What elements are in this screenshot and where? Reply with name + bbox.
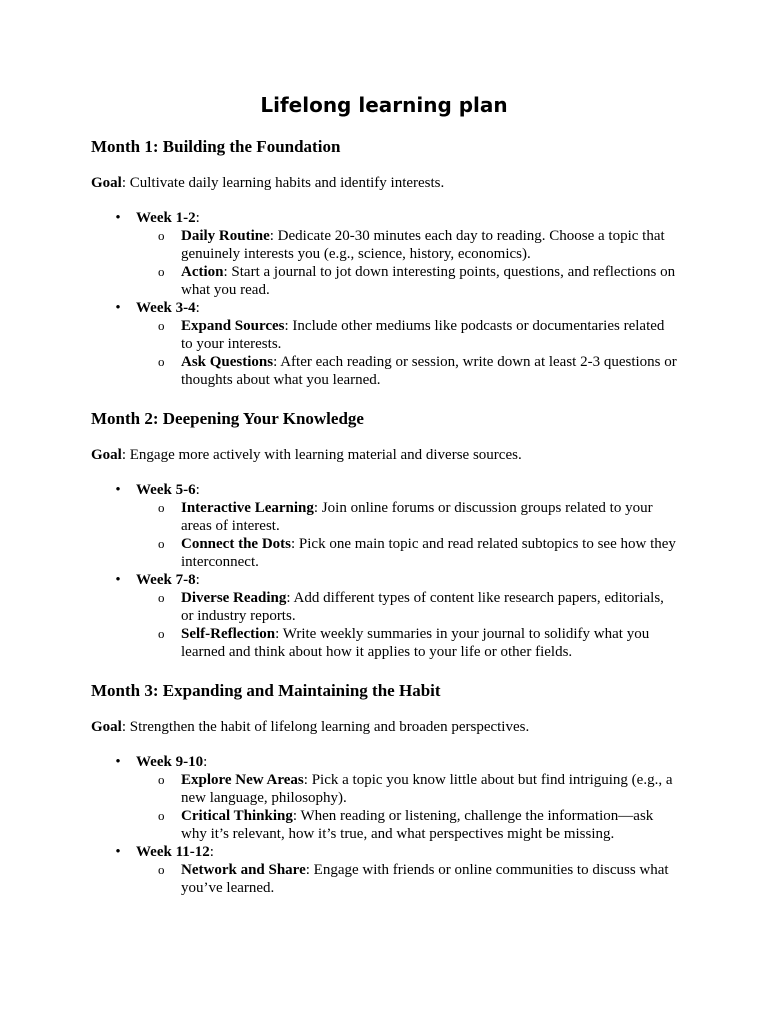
circle-bullet-icon: o	[158, 590, 165, 605]
task-label: Interactive Learning	[181, 500, 314, 516]
month-goal	[91, 718, 691, 736]
week-label: Week 1-2	[136, 210, 196, 226]
task-list	[136, 861, 691, 897]
week-item	[91, 571, 691, 661]
task-item	[136, 499, 691, 535]
task-label: Network and Share	[181, 862, 306, 878]
task-label: Critical Thinking	[181, 808, 293, 824]
circle-bullet-icon: o	[158, 862, 165, 877]
week-label: Week 5-6	[136, 482, 196, 498]
task-list	[136, 589, 691, 661]
month-heading: Month 3: Expanding and Maintaining the Habit	[91, 681, 441, 700]
month-section	[91, 681, 691, 897]
week-label: Week 9-10	[136, 754, 204, 770]
goal-text: : Cultivate daily learning habits and identify interests.	[121, 175, 445, 191]
circle-bullet-icon: o	[158, 536, 165, 551]
task-item	[136, 353, 691, 389]
week-colon: :	[209, 844, 214, 860]
circle-bullet-icon: o	[158, 808, 165, 823]
circle-bullet-icon: o	[158, 772, 165, 787]
goal-label: Goal	[91, 719, 122, 735]
circle-bullet-icon: o	[158, 500, 165, 515]
week-item	[91, 209, 691, 299]
week-list	[91, 209, 691, 389]
task-text-block	[181, 535, 679, 571]
circle-bullet-icon: o	[158, 264, 165, 279]
task-label: Connect the Dots	[181, 536, 291, 552]
document-body	[91, 137, 691, 897]
week-colon: :	[195, 482, 200, 498]
task-item	[136, 317, 691, 353]
task-list	[136, 227, 691, 299]
week-label: Week 7-8	[136, 572, 196, 588]
task-text: : When reading or listening, challenge the information—ask why it’s relevant, how it’s true, and what perspectives might be missing.	[181, 808, 654, 842]
task-label: Self-Reflection	[181, 626, 276, 642]
task-text-block	[181, 861, 679, 897]
task-text-block	[181, 771, 679, 807]
task-label: Explore New Areas	[181, 772, 304, 788]
month-goal	[91, 174, 691, 192]
task-text-block	[181, 499, 679, 535]
circle-bullet-icon: o	[158, 228, 165, 243]
task-item	[136, 807, 691, 843]
task-list	[136, 499, 691, 571]
task-item	[136, 861, 691, 897]
month-section	[91, 409, 691, 661]
task-text: : After each reading or session, write down at least 2-3 questions or thoughts about what you learned.	[181, 354, 677, 388]
task-text-block	[181, 589, 679, 625]
week-label: Week 11-12	[136, 844, 210, 860]
week-item	[91, 481, 691, 571]
circle-bullet-icon: o	[158, 626, 165, 641]
task-item	[136, 589, 691, 625]
task-list	[136, 317, 691, 389]
task-list	[136, 771, 691, 843]
task-text-block	[181, 353, 679, 389]
document-title: Lifelong learning plan	[260, 93, 508, 117]
goal-text: : Strengthen the habit of lifelong learning and broaden perspectives.	[121, 719, 530, 735]
task-text: : Add different types of content like research papers, editorials, or industry reports.	[181, 590, 664, 624]
task-item	[136, 535, 691, 571]
task-label: Diverse Reading	[181, 590, 287, 606]
task-text: : Pick one main topic and read related subtopics to see how they interconnect.	[181, 536, 676, 570]
task-text: : Pick a topic you know little about but find intriguing (e.g., a new language, philosophy).	[181, 772, 673, 806]
task-text: : Engage with friends or online communities to discuss what you’ve learned.	[181, 862, 669, 896]
bullet-icon: •	[115, 482, 121, 498]
goal-label: Goal	[91, 175, 122, 191]
task-label: Expand Sources	[181, 318, 285, 334]
task-text-block	[181, 317, 679, 353]
bullet-icon: •	[115, 572, 121, 588]
week-colon: :	[203, 754, 208, 770]
task-text-block	[181, 807, 679, 843]
task-label: Ask Questions	[181, 354, 274, 370]
week-item	[91, 299, 691, 389]
task-text-block	[181, 625, 679, 661]
bullet-icon: •	[115, 754, 121, 770]
month-heading: Month 1: Building the Foundation	[91, 137, 341, 156]
task-text: : Write weekly summaries in your journal to solidify what you learned and think about how it applies to your life or other fields.	[181, 626, 650, 660]
task-text: : Dedicate 20-30 minutes each day to reading. Choose a topic that genuinely interests you (e.g., science, history, economics).	[181, 228, 665, 262]
month-section	[91, 137, 691, 389]
task-text-block	[181, 227, 679, 263]
task-text-block	[181, 263, 679, 299]
task-text: : Start a journal to jot down interesting points, questions, and reflections on what you read.	[181, 264, 676, 298]
task-label: Action	[181, 264, 224, 280]
week-item	[91, 753, 691, 843]
month-goal	[91, 446, 691, 464]
goal-label: Goal	[91, 447, 122, 463]
week-list	[91, 753, 691, 897]
task-text: : Join online forums or discussion groups related to your areas of interest.	[181, 500, 653, 534]
bullet-icon: •	[115, 844, 121, 860]
week-colon: :	[195, 572, 200, 588]
task-label: Daily Routine	[181, 228, 270, 244]
bullet-icon: •	[115, 300, 121, 316]
task-item	[136, 227, 691, 263]
task-item	[136, 771, 691, 807]
week-label: Week 3-4	[136, 300, 196, 316]
week-colon: :	[195, 300, 200, 316]
task-item	[136, 263, 691, 299]
circle-bullet-icon: o	[158, 354, 165, 369]
week-colon: :	[195, 210, 200, 226]
task-text: : Include other mediums like podcasts or documentaries related to your interests.	[181, 318, 665, 352]
month-heading: Month 2: Deepening Your Knowledge	[91, 409, 364, 428]
circle-bullet-icon: o	[158, 318, 165, 333]
week-list	[91, 481, 691, 661]
task-item	[136, 625, 691, 661]
goal-text: : Engage more actively with learning material and diverse sources.	[121, 447, 522, 463]
bullet-icon: •	[115, 210, 121, 226]
week-item	[91, 843, 691, 897]
